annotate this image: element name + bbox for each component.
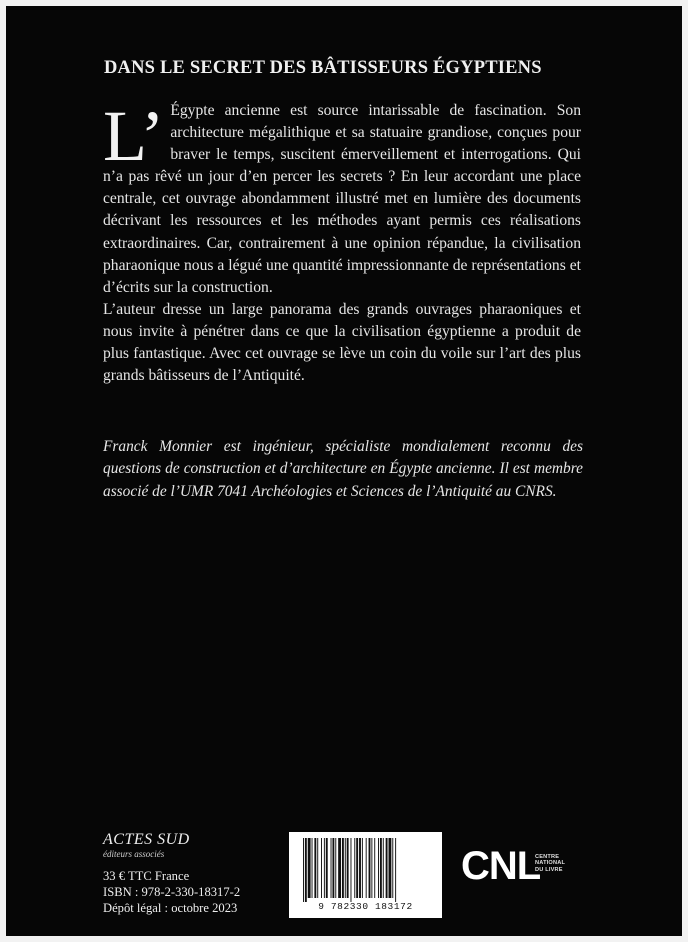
barcode-bar (347, 838, 349, 898)
author-bio: Franck Monnier est ingénieur, spécialiste mondialement reconnu des questions de construction et d’architecture en Égypte ancienne. Il est membre associé de l’UMR 7041 Archéologies et Sciences de l’Antiquité au CNRS. (103, 438, 583, 500)
summary-paragraph-1 (103, 96, 581, 299)
barcode-bar (338, 838, 341, 898)
publisher-subtitle: éditeurs associés (103, 849, 165, 859)
cnl-line-3: DU LIVRE (535, 866, 563, 873)
barcode-bar (378, 838, 379, 898)
barcode-bar (305, 838, 307, 902)
barcode-bar (354, 838, 355, 898)
barcode-bar (356, 838, 358, 898)
barcode-bar (314, 838, 316, 898)
barcode-bar (335, 838, 336, 898)
cnl-logo: CNL (461, 844, 541, 888)
legal-deposit: Dépôt légal : octobre 2023 (103, 901, 238, 916)
barcode-bar (321, 838, 322, 898)
barcode-bar (386, 838, 388, 898)
barcode-bar (312, 838, 313, 898)
publisher-name: ACTES SUD (103, 831, 190, 848)
barcode-bar (369, 838, 371, 898)
cnl-line-2: NATIONAL (535, 860, 566, 867)
barcode-bar (324, 838, 325, 898)
barcode-bar (374, 838, 375, 898)
barcode (289, 832, 442, 918)
barcode-bar (351, 838, 352, 902)
barcode-bar (392, 838, 393, 898)
summary-text (103, 96, 581, 387)
summary-paragraph-2: L’auteur dresse un large panorama des grands ouvrages pharaoniques et nous invite à pénétrer dans ce que la civilisation égyptienne a produit de plus fantastique. Avec cet ouvrage se lève un coin du voile sur l’art des plus grands bâtisseurs de l’Antiquité. (103, 300, 581, 385)
barcode-bar (383, 838, 384, 898)
barcode-bar (395, 838, 396, 902)
summary-paragraph-1-text: Égypte ancienne est source intarissable de fascination. Son architecture mégalithique et sa statuaire grandiose, conçues pour braver le temps, suscitent émerveillement et interrogations. Qui n’a pas rêvé un jour d’en percer les secrets ? En leur accordant une place centrale, cet ouvrage abondamment illustré met en lumière des documents décrivant les ressources et les méthodes ayant permis ces réalisations extraordinaires. Car, contrairement à une opinion répandue, la civilisation pharaonique nous a légué une quantité impressionnante de représentations et d’écrits sur la construction. (103, 102, 581, 296)
barcode-bar (366, 838, 367, 898)
barcode-digits: 9 782330 183172 (318, 901, 413, 912)
drop-cap: L’ (103, 96, 165, 176)
cnl-line-1: CENTRE (535, 854, 560, 860)
barcode-bar (332, 838, 334, 898)
back-cover (6, 6, 682, 936)
barcode-bar (362, 838, 363, 898)
barcode-bar (331, 838, 332, 898)
barcode-bar (317, 838, 318, 898)
price: 33 € TTC France (103, 869, 190, 883)
barcode-bar (371, 838, 372, 898)
barcode-bar (345, 838, 346, 898)
cnl-caption (535, 854, 565, 873)
barcode-bar (308, 838, 311, 898)
book-title: DANS LE SECRET DES BÂTISSEURS ÉGYPTIENS (104, 58, 542, 78)
book-info (103, 868, 240, 917)
barcode-bar (359, 838, 361, 898)
barcode-bar (389, 838, 392, 898)
isbn: ISBN : 978-2-330-18317-2 (103, 885, 241, 900)
barcode-bar (303, 838, 304, 902)
barcode-bar (326, 838, 328, 898)
barcode-bar (342, 838, 344, 898)
barcode-bar (380, 838, 382, 898)
